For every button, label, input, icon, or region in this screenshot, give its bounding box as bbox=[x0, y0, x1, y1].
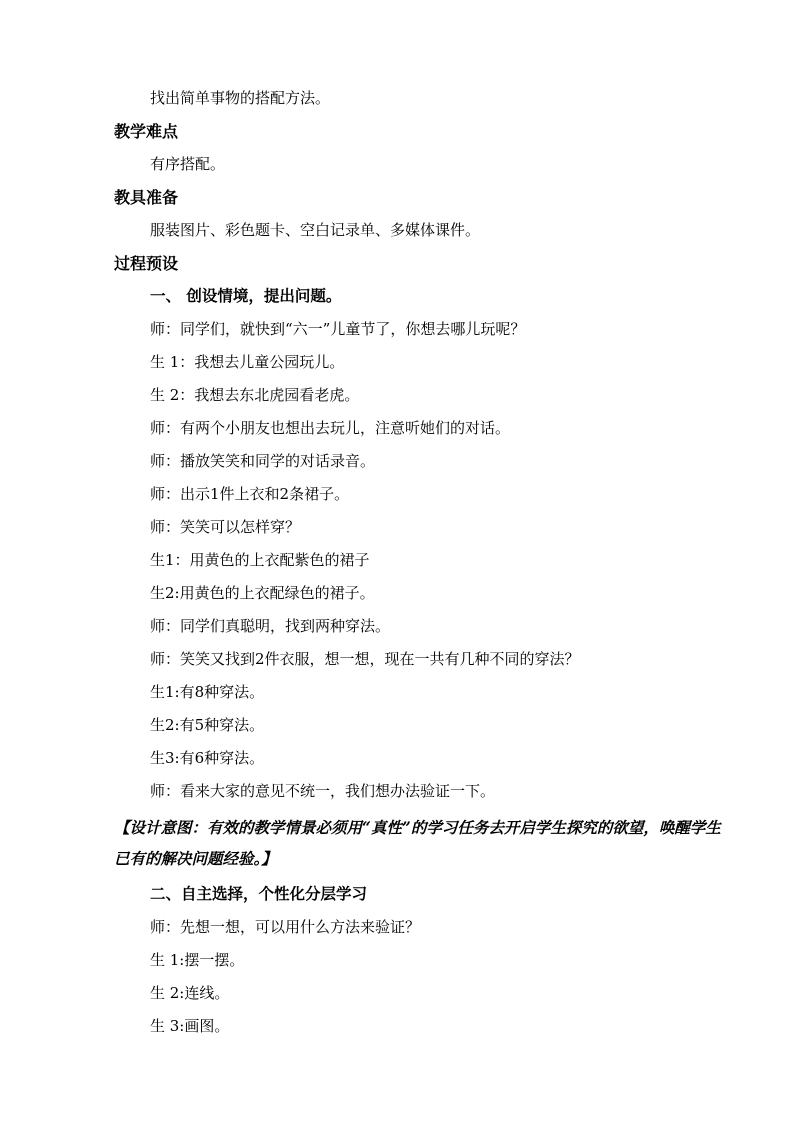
dialogue-line: 生 2:连线。 bbox=[150, 984, 230, 1002]
dialogue-line: 师：有两个小朋友也想出去玩儿，注意听她们的对话。 bbox=[150, 419, 511, 437]
dialogue-line: 生2:用黄色的上衣配绿色的裙子。 bbox=[150, 584, 375, 602]
dialogue-line: 生1：用黄色的上衣配紫色的裙子 bbox=[150, 551, 370, 569]
dialogue-line: 生 3:画图。 bbox=[150, 1017, 230, 1035]
dialogue-line: 师：笑笑又找到2件衣服，想一想，现在一共有几种不同的穿法？ bbox=[150, 650, 580, 668]
subheading-step-1: 一、 创设情境，提出问题。 bbox=[150, 287, 342, 305]
section-heading-process: 过程预设 bbox=[114, 254, 179, 273]
design-intent-note: 【设计意图：有效的教学情景必须用“真性”的学习任务去开启学生探究的欲望，唤醒学生已有的解决问题经验。】 bbox=[114, 818, 721, 868]
dialogue-line: 生 2：我想去东北虎园看老虎。 bbox=[150, 386, 360, 404]
dialogue-line: 师：同学们真聪明，找到两种穿法。 bbox=[150, 617, 391, 635]
dialogue-line: 生 1：我想去儿童公园玩儿。 bbox=[150, 353, 345, 371]
dialogue-line: 生3:有6种穿法。 bbox=[150, 749, 265, 767]
paragraph: 找出简单事物的搭配方法。 bbox=[150, 89, 331, 107]
dialogue-line: 师：看来大家的意见不统一，我们想办法验证一下。 bbox=[150, 782, 496, 800]
dialogue-line: 师：出示1件上衣和2条裙子。 bbox=[150, 485, 350, 503]
section-heading-tools: 教具准备 bbox=[114, 188, 179, 207]
dialogue-line: 师：同学们，就快到“六一”儿童节了，你想去哪儿玩呢？ bbox=[150, 320, 526, 338]
paragraph: 服装图片、彩色题卡、空白记录单、多媒体课件。 bbox=[150, 221, 481, 239]
dialogue-line: 师：笑笑可以怎样穿？ bbox=[150, 518, 301, 536]
dialogue-line: 师：先想一想，可以用什么方法来验证？ bbox=[150, 918, 421, 936]
dialogue-line: 生2:有5种穿法。 bbox=[150, 716, 265, 734]
dialogue-line: 师：播放笑笑和同学的对话录音。 bbox=[150, 452, 376, 470]
subheading-step-2: 二、自主选择，个性化分层学习 bbox=[150, 885, 368, 903]
paragraph: 有序搭配。 bbox=[150, 155, 226, 173]
dialogue-line: 生1:有8种穿法。 bbox=[150, 683, 265, 701]
dialogue-line: 生 1:摆一摆。 bbox=[150, 951, 245, 969]
section-heading-difficulty: 教学难点 bbox=[114, 122, 179, 141]
